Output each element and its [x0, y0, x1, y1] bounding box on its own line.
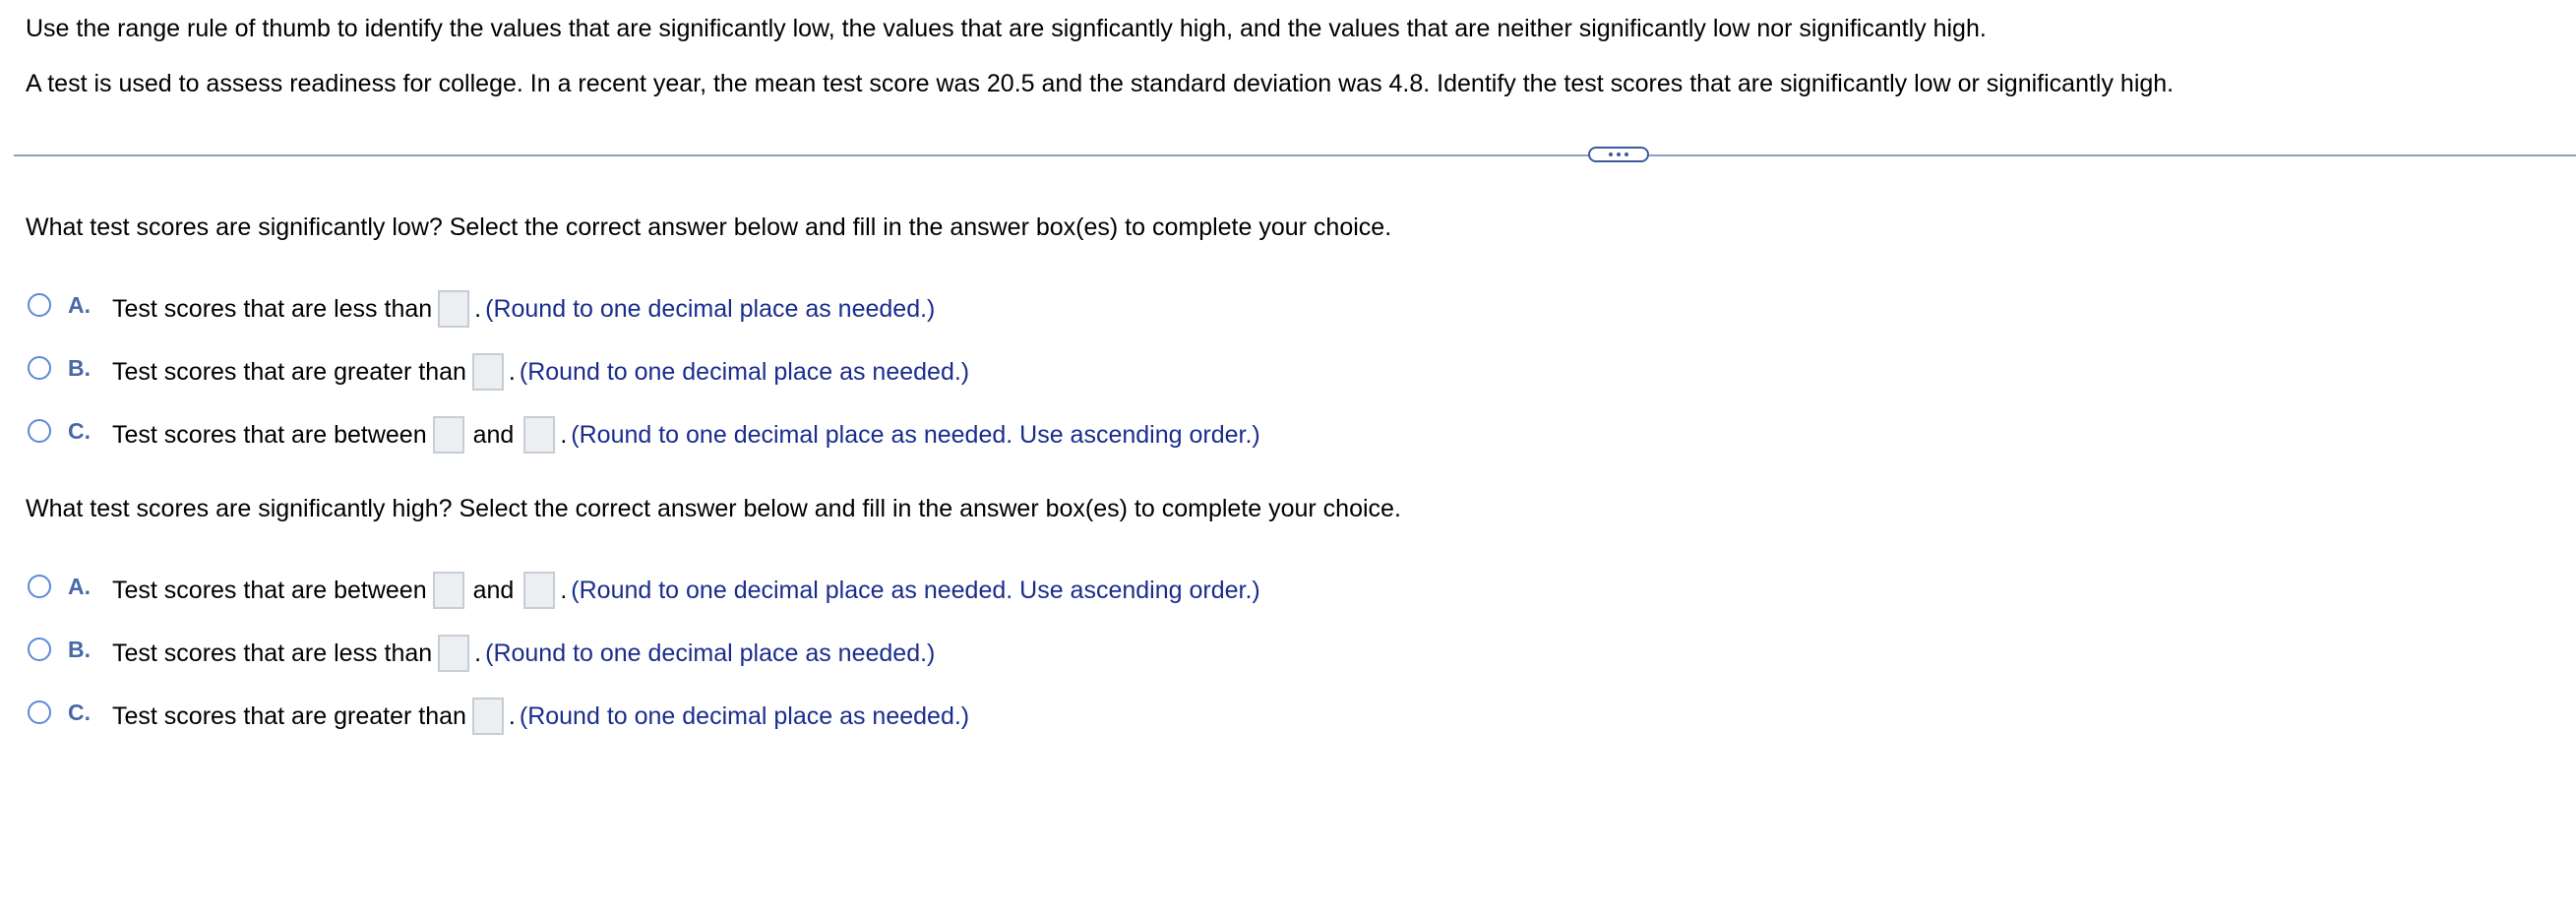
question-low-prompt: What test scores are significantly low? Select the correct answer below and fill in the answer box(es) to complete your choice.: [26, 213, 1392, 241]
more-button[interactable]: [1588, 147, 1649, 162]
option-text: Test scores that are greater than: [112, 357, 466, 386]
radio-button[interactable]: [28, 419, 51, 443]
period: .: [508, 357, 516, 386]
and-text: and: [472, 576, 515, 604]
answer-box-lower[interactable]: [433, 572, 464, 609]
instructions-text: Use the range rule of thumb to identify the values that are significantly low, the values that are signficantly high, and the values that are neither significantly low nor significantly high.: [26, 15, 1987, 42]
option-letter: C.: [68, 417, 91, 444]
rounding-hint: (Round to one decimal place as needed.): [485, 639, 936, 667]
option-text: Test scores that are between: [112, 576, 427, 604]
option-text: Test scores that are between: [112, 420, 427, 449]
period: .: [474, 639, 482, 667]
problem-statement: A test is used to assess readiness for college. In a recent year, the mean test score was 20.5 and the standard deviation was 4.8. Identify the test scores that are significantly low or significantly high.: [26, 70, 2175, 97]
period: .: [560, 420, 568, 449]
period: .: [560, 576, 568, 604]
radio-button[interactable]: [28, 700, 51, 724]
period: .: [508, 701, 516, 730]
option-letter: A.: [68, 291, 91, 318]
answer-box[interactable]: [472, 698, 504, 735]
high-option-b[interactable]: [28, 634, 935, 673]
option-letter: A.: [68, 573, 91, 599]
option-text: Test scores that are less than: [112, 639, 433, 667]
and-text: and: [472, 420, 515, 449]
low-option-c[interactable]: [28, 415, 1260, 455]
answer-box[interactable]: [438, 635, 469, 672]
question-high-prompt: What test scores are significantly high? Select the correct answer below and fill in the answer box(es) to complete your choice.: [26, 495, 1401, 522]
answer-box[interactable]: [438, 290, 469, 328]
option-letter: C.: [68, 699, 91, 725]
low-option-b[interactable]: [28, 352, 969, 392]
answer-box[interactable]: [472, 353, 504, 391]
high-option-a[interactable]: [28, 571, 1260, 610]
rounding-hint: (Round to one decimal place as needed. Use ascending order.): [571, 576, 1260, 604]
rounding-hint: (Round to one decimal place as needed. Use ascending order.): [571, 420, 1260, 449]
option-text: Test scores that are less than: [112, 294, 433, 323]
answer-box-lower[interactable]: [433, 416, 464, 454]
rounding-hint: (Round to one decimal place as needed.): [519, 357, 970, 386]
ellipsis-icon: [1617, 152, 1621, 156]
period: .: [474, 294, 482, 323]
radio-button[interactable]: [28, 575, 51, 598]
section-divider: [14, 154, 2576, 156]
option-letter: B.: [68, 354, 91, 381]
high-option-c[interactable]: [28, 697, 969, 736]
rounding-hint: (Round to one decimal place as needed.): [519, 701, 970, 730]
rounding-hint: (Round to one decimal place as needed.): [485, 294, 936, 323]
option-text: Test scores that are greater than: [112, 701, 466, 730]
answer-box-upper[interactable]: [523, 416, 555, 454]
answer-box-upper[interactable]: [523, 572, 555, 609]
option-letter: B.: [68, 636, 91, 662]
ellipsis-icon: [1609, 152, 1613, 156]
ellipsis-icon: [1625, 152, 1628, 156]
radio-button[interactable]: [28, 638, 51, 661]
low-option-a[interactable]: [28, 289, 935, 329]
radio-button[interactable]: [28, 356, 51, 380]
radio-button[interactable]: [28, 293, 51, 317]
